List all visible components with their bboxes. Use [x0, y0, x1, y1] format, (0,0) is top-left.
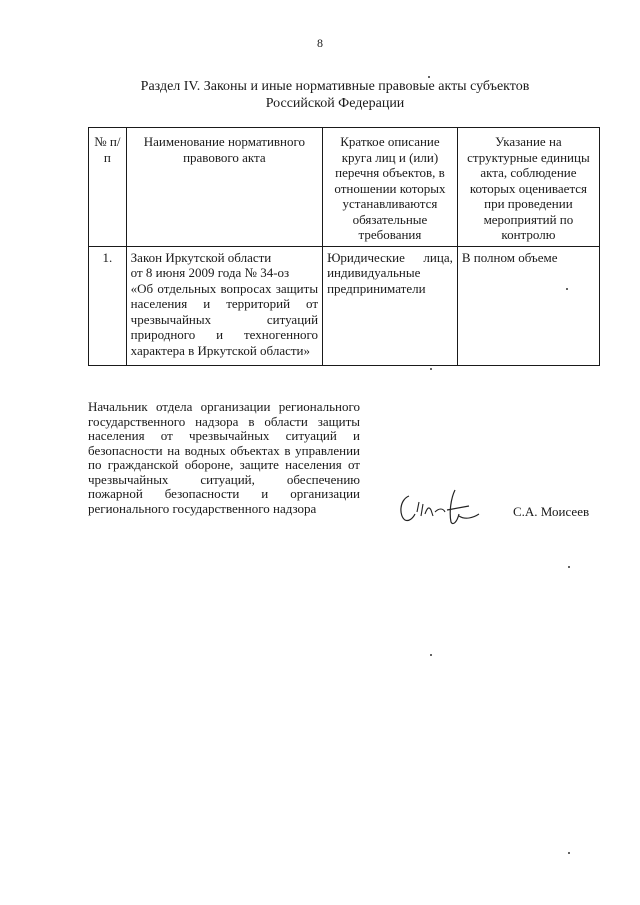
- scan-speck: [430, 654, 432, 656]
- scan-speck: [428, 76, 430, 78]
- table-row: [89, 246, 600, 365]
- act-name-line3: «Об отдельных вопросах защиты населения и территорий от чрезвычайных ситуаций природного и техногенного характера в Иркутской области»: [130, 280, 319, 358]
- scan-speck: [566, 288, 568, 290]
- row-description: Юридические лица, индивидуальные предприниматели: [323, 246, 458, 365]
- handwritten-signature: [395, 482, 485, 530]
- section-title-line1: Раздел IV. Законы и иные нормативные правовые акты субъектов: [140, 79, 530, 94]
- scan-speck: [430, 368, 432, 370]
- header-units: Указание на структурные единицы акта, соблюдение которых оценивается при проведении мероприятий по контролю: [457, 128, 599, 247]
- header-description: Краткое описание круга лиц и (или) перечня объектов, в отношении которых устанавливаются обязательные требования: [323, 128, 458, 247]
- page-number: 8: [317, 36, 323, 50]
- act-name-line1: Закон Иркутской области: [130, 249, 272, 265]
- regulations-table: [88, 127, 600, 366]
- scan-speck: [568, 566, 570, 568]
- header-num: № п/п: [89, 128, 127, 247]
- header-name: Наименование нормативного правового акта: [126, 128, 322, 247]
- row-units: В полном объеме: [457, 246, 599, 365]
- table-header-row: [89, 128, 600, 247]
- act-name-line2: от 8 июня 2009 года № 34-оз: [130, 265, 290, 280]
- scan-speck: [568, 852, 570, 854]
- row-num: 1.: [89, 246, 127, 365]
- row-act-name: [126, 246, 322, 365]
- section-title-line2: Российской Федерации: [265, 96, 405, 111]
- section-title: [120, 78, 550, 112]
- signer-position: Начальник отдела организации регионального государственного надзора в области защиты населения от чрезвычайных ситуаций и безопасности на водных объектах в управлении по гражданской обороне, защите населения от чрезвычайных ситуаций, обеспечению пожарной безопасности и организации регионального государственного надзора: [88, 399, 360, 516]
- signer-name: С.А. Моисеев: [513, 504, 590, 519]
